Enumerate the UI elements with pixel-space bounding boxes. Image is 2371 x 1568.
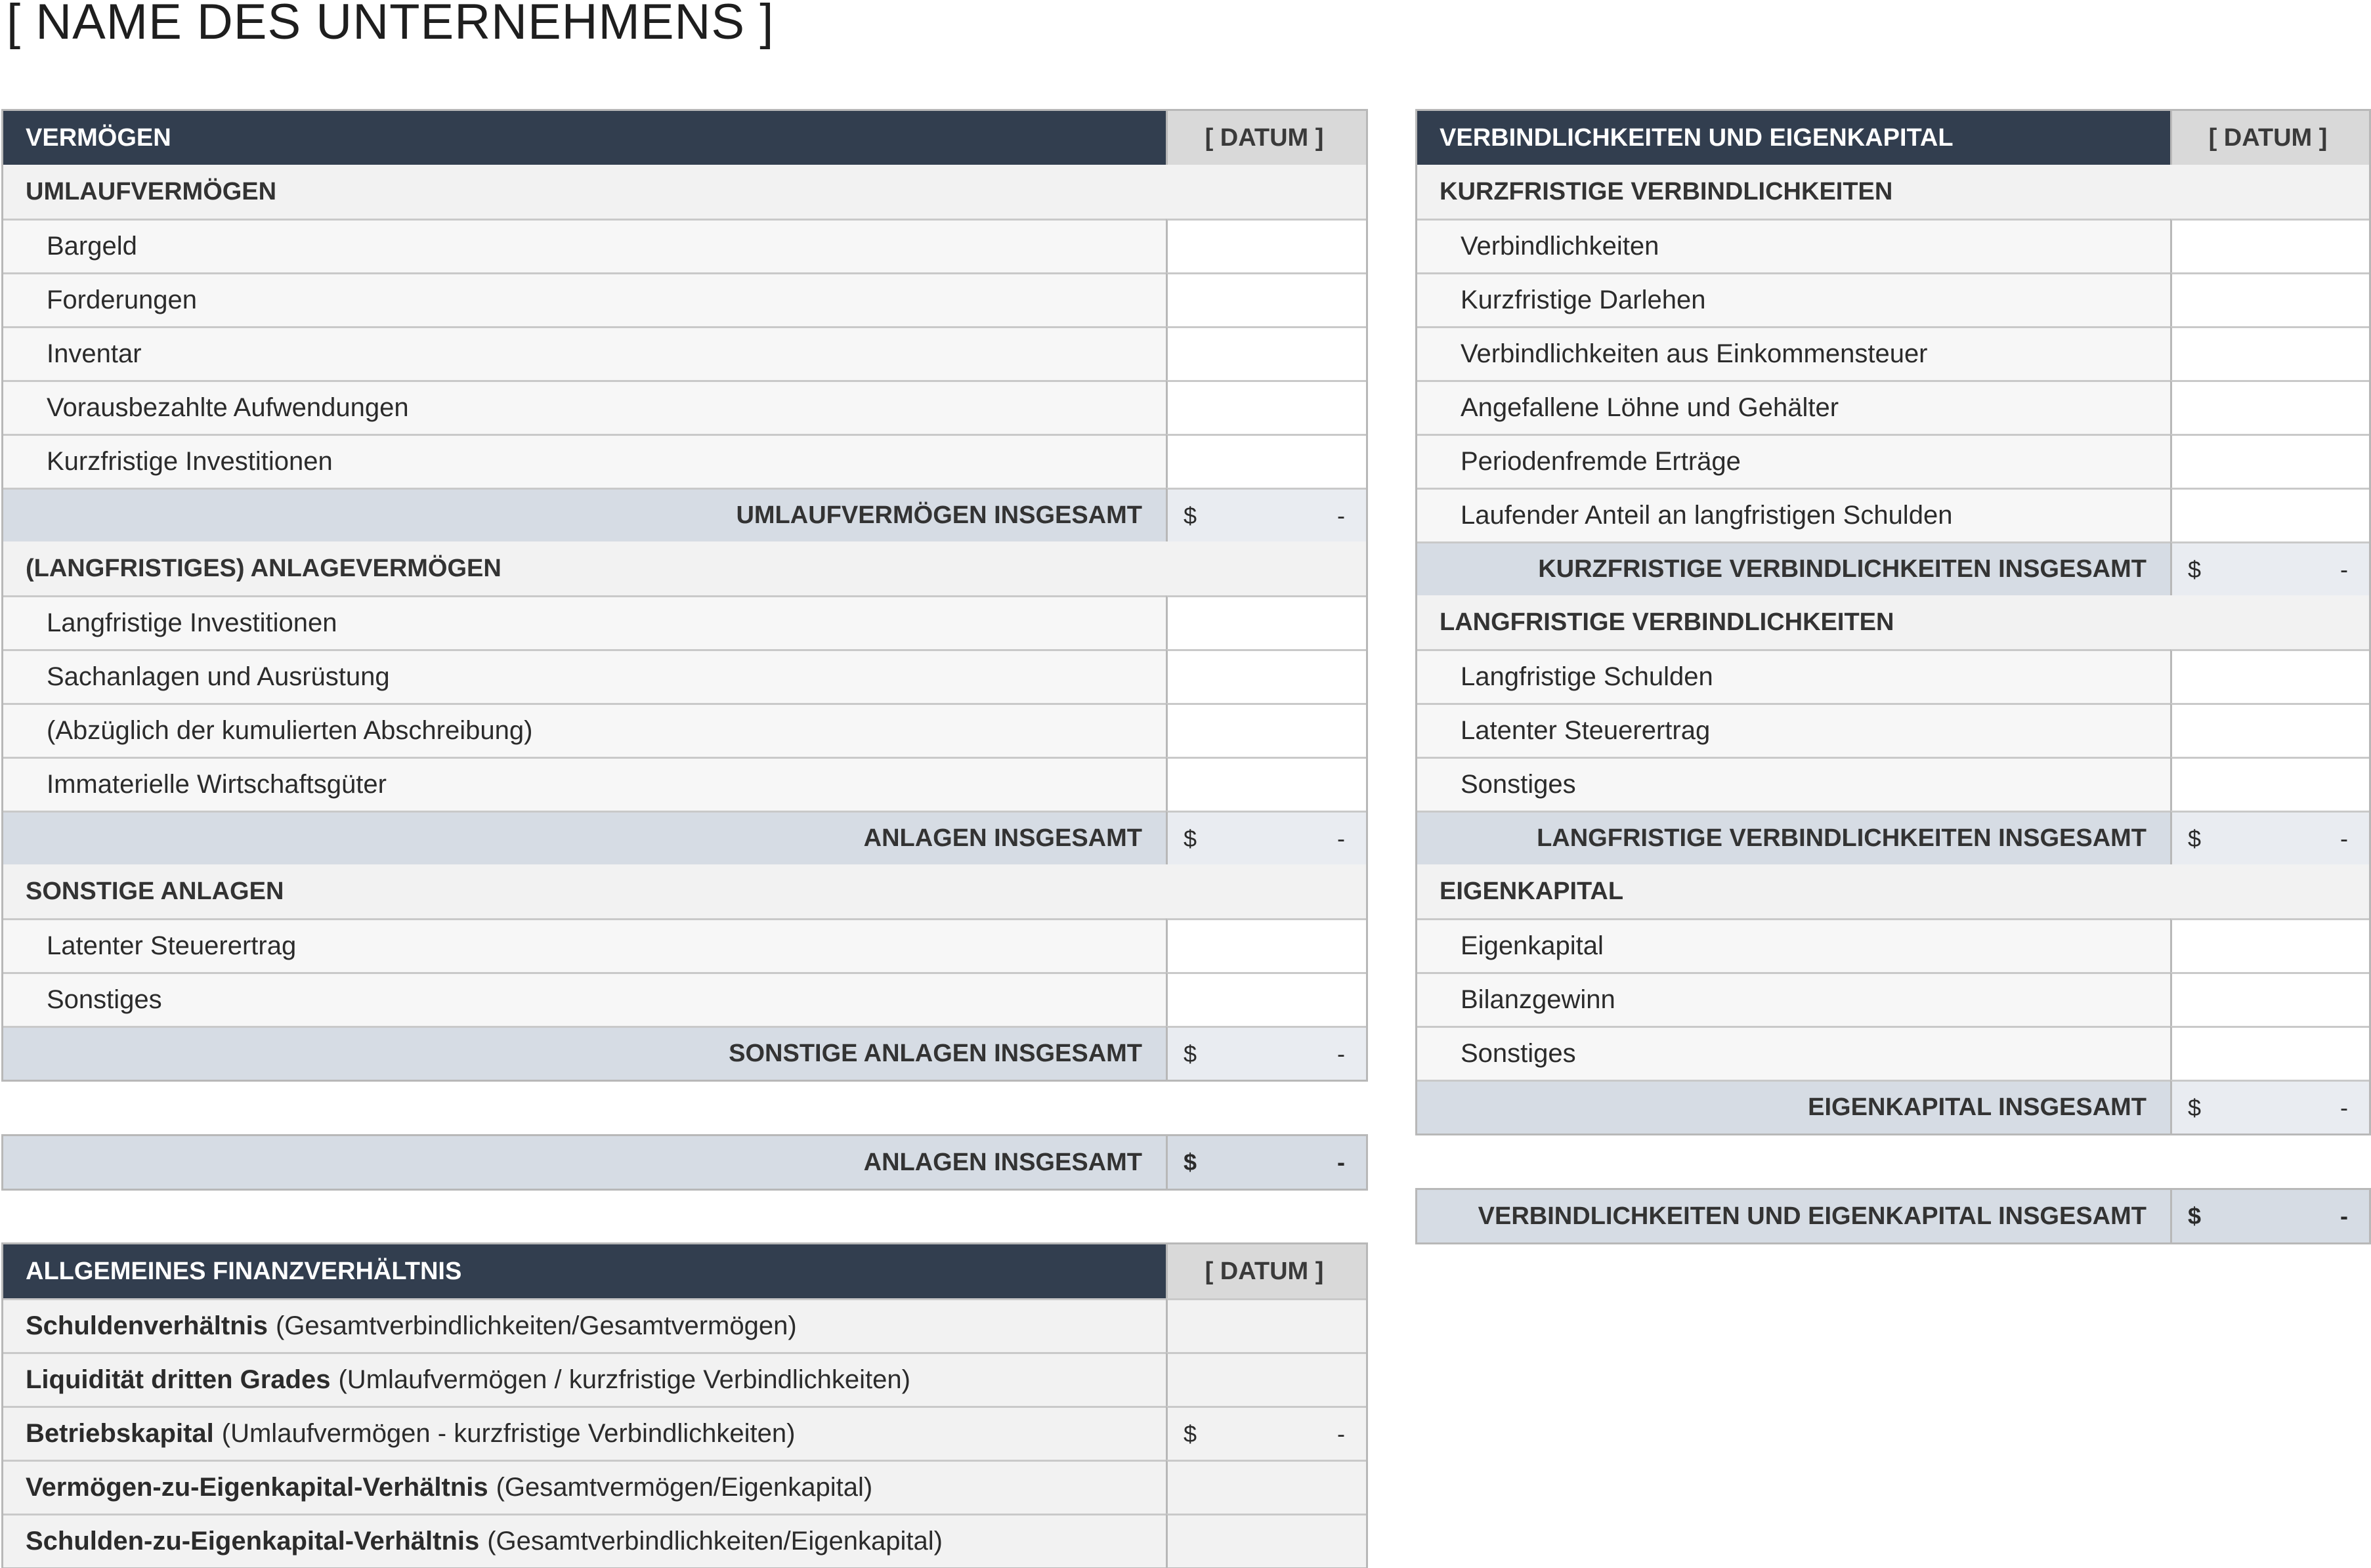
currency-symbol: $ bbox=[1184, 501, 1197, 529]
table-row bbox=[3, 918, 1366, 972]
ratio-label bbox=[3, 1460, 1166, 1514]
total-label: UMLAUFVERMÖGEN INSGESAMT bbox=[3, 488, 1166, 541]
ratio-label bbox=[3, 1406, 1166, 1460]
total-amount: - bbox=[2340, 555, 2348, 583]
row-label: Latenter Steuerertrag bbox=[3, 918, 1166, 972]
value-cell[interactable] bbox=[2170, 272, 2369, 326]
table-row bbox=[1417, 272, 2369, 326]
row-label: Sonstiges bbox=[3, 972, 1166, 1026]
total-value[interactable] bbox=[1166, 1026, 1366, 1080]
total-value[interactable] bbox=[1166, 488, 1366, 541]
ratio-name: Schulden-zu-Eigenkapital-Verhältnis bbox=[26, 1527, 480, 1556]
ratio-row bbox=[3, 1406, 1366, 1460]
table-row bbox=[3, 703, 1366, 757]
value-cell[interactable] bbox=[1166, 703, 1366, 757]
table-row bbox=[1417, 918, 2369, 972]
section-header bbox=[3, 864, 1366, 918]
value-cell[interactable] bbox=[1166, 219, 1366, 272]
table-row bbox=[1417, 649, 2369, 703]
row-label: Angefallene Löhne und Gehälter bbox=[1417, 380, 2170, 434]
liabilities-table bbox=[1415, 109, 2371, 1135]
total-amount: - bbox=[1337, 1040, 1345, 1067]
ratio-label bbox=[3, 1298, 1166, 1352]
table-row bbox=[1417, 972, 2369, 1026]
value-cell[interactable] bbox=[1166, 434, 1366, 488]
total-row bbox=[1417, 541, 2369, 595]
total-row bbox=[3, 1026, 1366, 1080]
row-label: Inventar bbox=[3, 326, 1166, 380]
section-header bbox=[3, 165, 1366, 219]
table-row bbox=[1417, 219, 2369, 272]
row-label: Verbindlichkeiten bbox=[1417, 219, 2170, 272]
ratio-formula: (Umlaufvermögen - kurzfristige Verbindlichkeiten) bbox=[221, 1419, 796, 1448]
row-label: Sonstiges bbox=[1417, 1026, 2170, 1080]
row-label: Kurzfristige Darlehen bbox=[1417, 272, 2170, 326]
ratio-formula: (Gesamtverbindlichkeiten/Gesamtvermögen) bbox=[275, 1311, 797, 1340]
value-cell[interactable] bbox=[2170, 380, 2369, 434]
value-cell[interactable] bbox=[2170, 1026, 2369, 1080]
grand-total-row bbox=[3, 1136, 1366, 1189]
value-cell[interactable] bbox=[2170, 972, 2369, 1026]
row-label: Latenter Steuerertrag bbox=[1417, 703, 2170, 757]
ratio-row bbox=[3, 1514, 1366, 1567]
row-label: Sonstiges bbox=[1417, 757, 2170, 811]
ratio-row bbox=[3, 1460, 1366, 1514]
section-header bbox=[1417, 864, 2369, 918]
grand-total-label: VERBINDLICHKEITEN UND EIGENKAPITAL INSGESAMT bbox=[1417, 1190, 2170, 1242]
value-cell[interactable] bbox=[2170, 918, 2369, 972]
assets-header-row bbox=[3, 111, 1366, 165]
liabilities-header: VERBINDLICHKEITEN UND EIGENKAPITAL bbox=[1417, 111, 2170, 165]
table-row bbox=[1417, 703, 2369, 757]
value-cell[interactable] bbox=[2170, 757, 2369, 811]
row-label: Forderungen bbox=[3, 272, 1166, 326]
ratio-name: Vermögen-zu-Eigenkapital-Verhältnis bbox=[26, 1473, 488, 1502]
total-row bbox=[3, 811, 1366, 864]
liabilities-header-row bbox=[1417, 111, 2369, 165]
value-cell[interactable] bbox=[1166, 757, 1366, 811]
value-cell[interactable] bbox=[2170, 703, 2369, 757]
ratios-header-row bbox=[3, 1244, 1366, 1298]
total-row bbox=[1417, 811, 2369, 864]
liabilities-grand-total bbox=[1415, 1188, 2371, 1244]
row-label: Verbindlichkeiten aus Einkommensteuer bbox=[1417, 326, 2170, 380]
currency-symbol: $ bbox=[2188, 824, 2202, 852]
table-row bbox=[1417, 326, 2369, 380]
total-amount: - bbox=[2340, 824, 2348, 852]
table-row bbox=[3, 272, 1366, 326]
ratio-formula: (Gesamtvermögen/Eigenkapital) bbox=[496, 1473, 873, 1502]
ratios-header: ALLGEMEINES FINANZVERHÄLTNIS bbox=[3, 1244, 1166, 1298]
grand-total-value[interactable] bbox=[1166, 1136, 1366, 1189]
ratio-label bbox=[3, 1514, 1166, 1567]
ratio-value[interactable] bbox=[1166, 1352, 1366, 1406]
total-label: SONSTIGE ANLAGEN INSGESAMT bbox=[3, 1026, 1166, 1080]
section-title: EIGENKAPITAL bbox=[1417, 864, 2369, 918]
table-row bbox=[3, 649, 1366, 703]
ratio-name: Schuldenverhältnis bbox=[26, 1311, 268, 1340]
total-amount: - bbox=[2340, 1202, 2348, 1229]
row-label: Langfristige Investitionen bbox=[3, 595, 1166, 649]
value-cell[interactable] bbox=[1166, 649, 1366, 703]
table-row bbox=[1417, 434, 2369, 488]
section-title: (LANGFRISTIGES) ANLAGEVERMÖGEN bbox=[3, 541, 1366, 595]
assets-header: VERMÖGEN bbox=[3, 111, 1166, 165]
value-cell[interactable] bbox=[1166, 380, 1366, 434]
row-label: Kurzfristige Investitionen bbox=[3, 434, 1166, 488]
table-row bbox=[3, 434, 1366, 488]
row-label: Bilanzgewinn bbox=[1417, 972, 2170, 1026]
currency-symbol: $ bbox=[1184, 1040, 1197, 1067]
value-cell[interactable] bbox=[1166, 272, 1366, 326]
ratio-amount: - bbox=[1337, 1420, 1345, 1447]
ratios-table bbox=[1, 1242, 1368, 1568]
assets-table bbox=[1, 109, 1368, 1082]
total-value[interactable] bbox=[2170, 1080, 2369, 1134]
table-row bbox=[3, 219, 1366, 272]
value-cell[interactable] bbox=[1166, 595, 1366, 649]
value-cell[interactable] bbox=[1166, 918, 1366, 972]
table-row bbox=[1417, 1026, 2369, 1080]
total-label: KURZFRISTIGE VERBINDLICHKEITEN INSGESAMT bbox=[1417, 541, 2170, 595]
grand-total-value[interactable] bbox=[2170, 1190, 2369, 1242]
row-label: Bargeld bbox=[3, 219, 1166, 272]
total-value[interactable] bbox=[2170, 541, 2369, 595]
value-cell[interactable] bbox=[2170, 326, 2369, 380]
ratio-value[interactable] bbox=[1166, 1298, 1366, 1352]
total-label: LANGFRISTIGE VERBINDLICHKEITEN INSGESAMT bbox=[1417, 811, 2170, 864]
assets-grand-total bbox=[1, 1134, 1368, 1191]
table-row bbox=[1417, 380, 2369, 434]
section-title: SONSTIGE ANLAGEN bbox=[3, 864, 1366, 918]
table-row bbox=[3, 595, 1366, 649]
ratio-value[interactable] bbox=[1166, 1514, 1366, 1567]
liabilities-date[interactable]: [ DATUM ] bbox=[2170, 111, 2369, 165]
company-name[interactable]: [ NAME DES UNTERNEHMENS ] bbox=[7, 0, 775, 50]
total-value[interactable] bbox=[2170, 811, 2369, 864]
section-header bbox=[3, 541, 1366, 595]
grand-total-row bbox=[1417, 1190, 2369, 1242]
row-label: Sachanlagen und Ausrüstung bbox=[3, 649, 1166, 703]
currency-symbol: $ bbox=[2188, 1093, 2202, 1121]
value-cell[interactable] bbox=[1166, 972, 1366, 1026]
table-row bbox=[1417, 757, 2369, 811]
value-cell[interactable] bbox=[1166, 326, 1366, 380]
total-value[interactable] bbox=[1166, 811, 1366, 864]
ratio-label bbox=[3, 1352, 1166, 1406]
ratio-formula: (Gesamtverbindlichkeiten/Eigenkapital) bbox=[487, 1527, 943, 1556]
table-row bbox=[3, 972, 1366, 1026]
total-amount: - bbox=[1337, 824, 1345, 852]
row-label: Laufender Anteil an langfristigen Schulden bbox=[1417, 488, 2170, 541]
table-row bbox=[3, 757, 1366, 811]
row-label: Vorausbezahlte Aufwendungen bbox=[3, 380, 1166, 434]
ratio-value[interactable] bbox=[1166, 1406, 1366, 1460]
total-row bbox=[3, 488, 1366, 541]
row-label: Eigenkapital bbox=[1417, 918, 2170, 972]
ratio-value[interactable] bbox=[1166, 1460, 1366, 1514]
row-label: (Abzüglich der kumulierten Abschreibung) bbox=[3, 703, 1166, 757]
value-cell[interactable] bbox=[2170, 488, 2369, 541]
ratio-name: Betriebskapital bbox=[26, 1419, 214, 1448]
total-amount: - bbox=[1337, 1149, 1345, 1176]
section-title: UMLAUFVERMÖGEN bbox=[3, 165, 1366, 219]
currency-symbol: $ bbox=[2188, 1202, 2202, 1229]
ratio-name: Liquidität dritten Grades bbox=[26, 1365, 331, 1394]
currency-symbol: $ bbox=[1184, 1149, 1197, 1176]
section-header bbox=[1417, 595, 2369, 649]
table-row bbox=[3, 326, 1366, 380]
grand-total-label: ANLAGEN INSGESAMT bbox=[3, 1136, 1166, 1189]
currency-symbol: $ bbox=[1184, 824, 1197, 852]
ratios-date[interactable]: [ DATUM ] bbox=[1166, 1244, 1366, 1298]
total-label: EIGENKAPITAL INSGESAMT bbox=[1417, 1080, 2170, 1134]
total-amount: - bbox=[2340, 1093, 2348, 1121]
value-cell[interactable] bbox=[2170, 649, 2369, 703]
currency-symbol: $ bbox=[1184, 1420, 1197, 1447]
section-title: LANGFRISTIGE VERBINDLICHKEITEN bbox=[1417, 595, 2369, 649]
value-cell[interactable] bbox=[2170, 219, 2369, 272]
ratio-row bbox=[3, 1352, 1366, 1406]
total-row bbox=[1417, 1080, 2369, 1134]
table-row bbox=[1417, 488, 2369, 541]
table-row bbox=[3, 380, 1366, 434]
value-cell[interactable] bbox=[2170, 434, 2369, 488]
total-amount: - bbox=[1337, 501, 1345, 529]
ratio-row bbox=[3, 1298, 1366, 1352]
total-label: ANLAGEN INSGESAMT bbox=[3, 811, 1166, 864]
ratio-formula: (Umlaufvermögen / kurzfristige Verbindlichkeiten) bbox=[338, 1365, 910, 1394]
row-label: Langfristige Schulden bbox=[1417, 649, 2170, 703]
section-header bbox=[1417, 165, 2369, 219]
row-label: Periodenfremde Erträge bbox=[1417, 434, 2170, 488]
currency-symbol: $ bbox=[2188, 555, 2202, 583]
row-label: Immaterielle Wirtschaftsgüter bbox=[3, 757, 1166, 811]
assets-date[interactable]: [ DATUM ] bbox=[1166, 111, 1366, 165]
section-title: KURZFRISTIGE VERBINDLICHKEITEN bbox=[1417, 165, 2369, 219]
